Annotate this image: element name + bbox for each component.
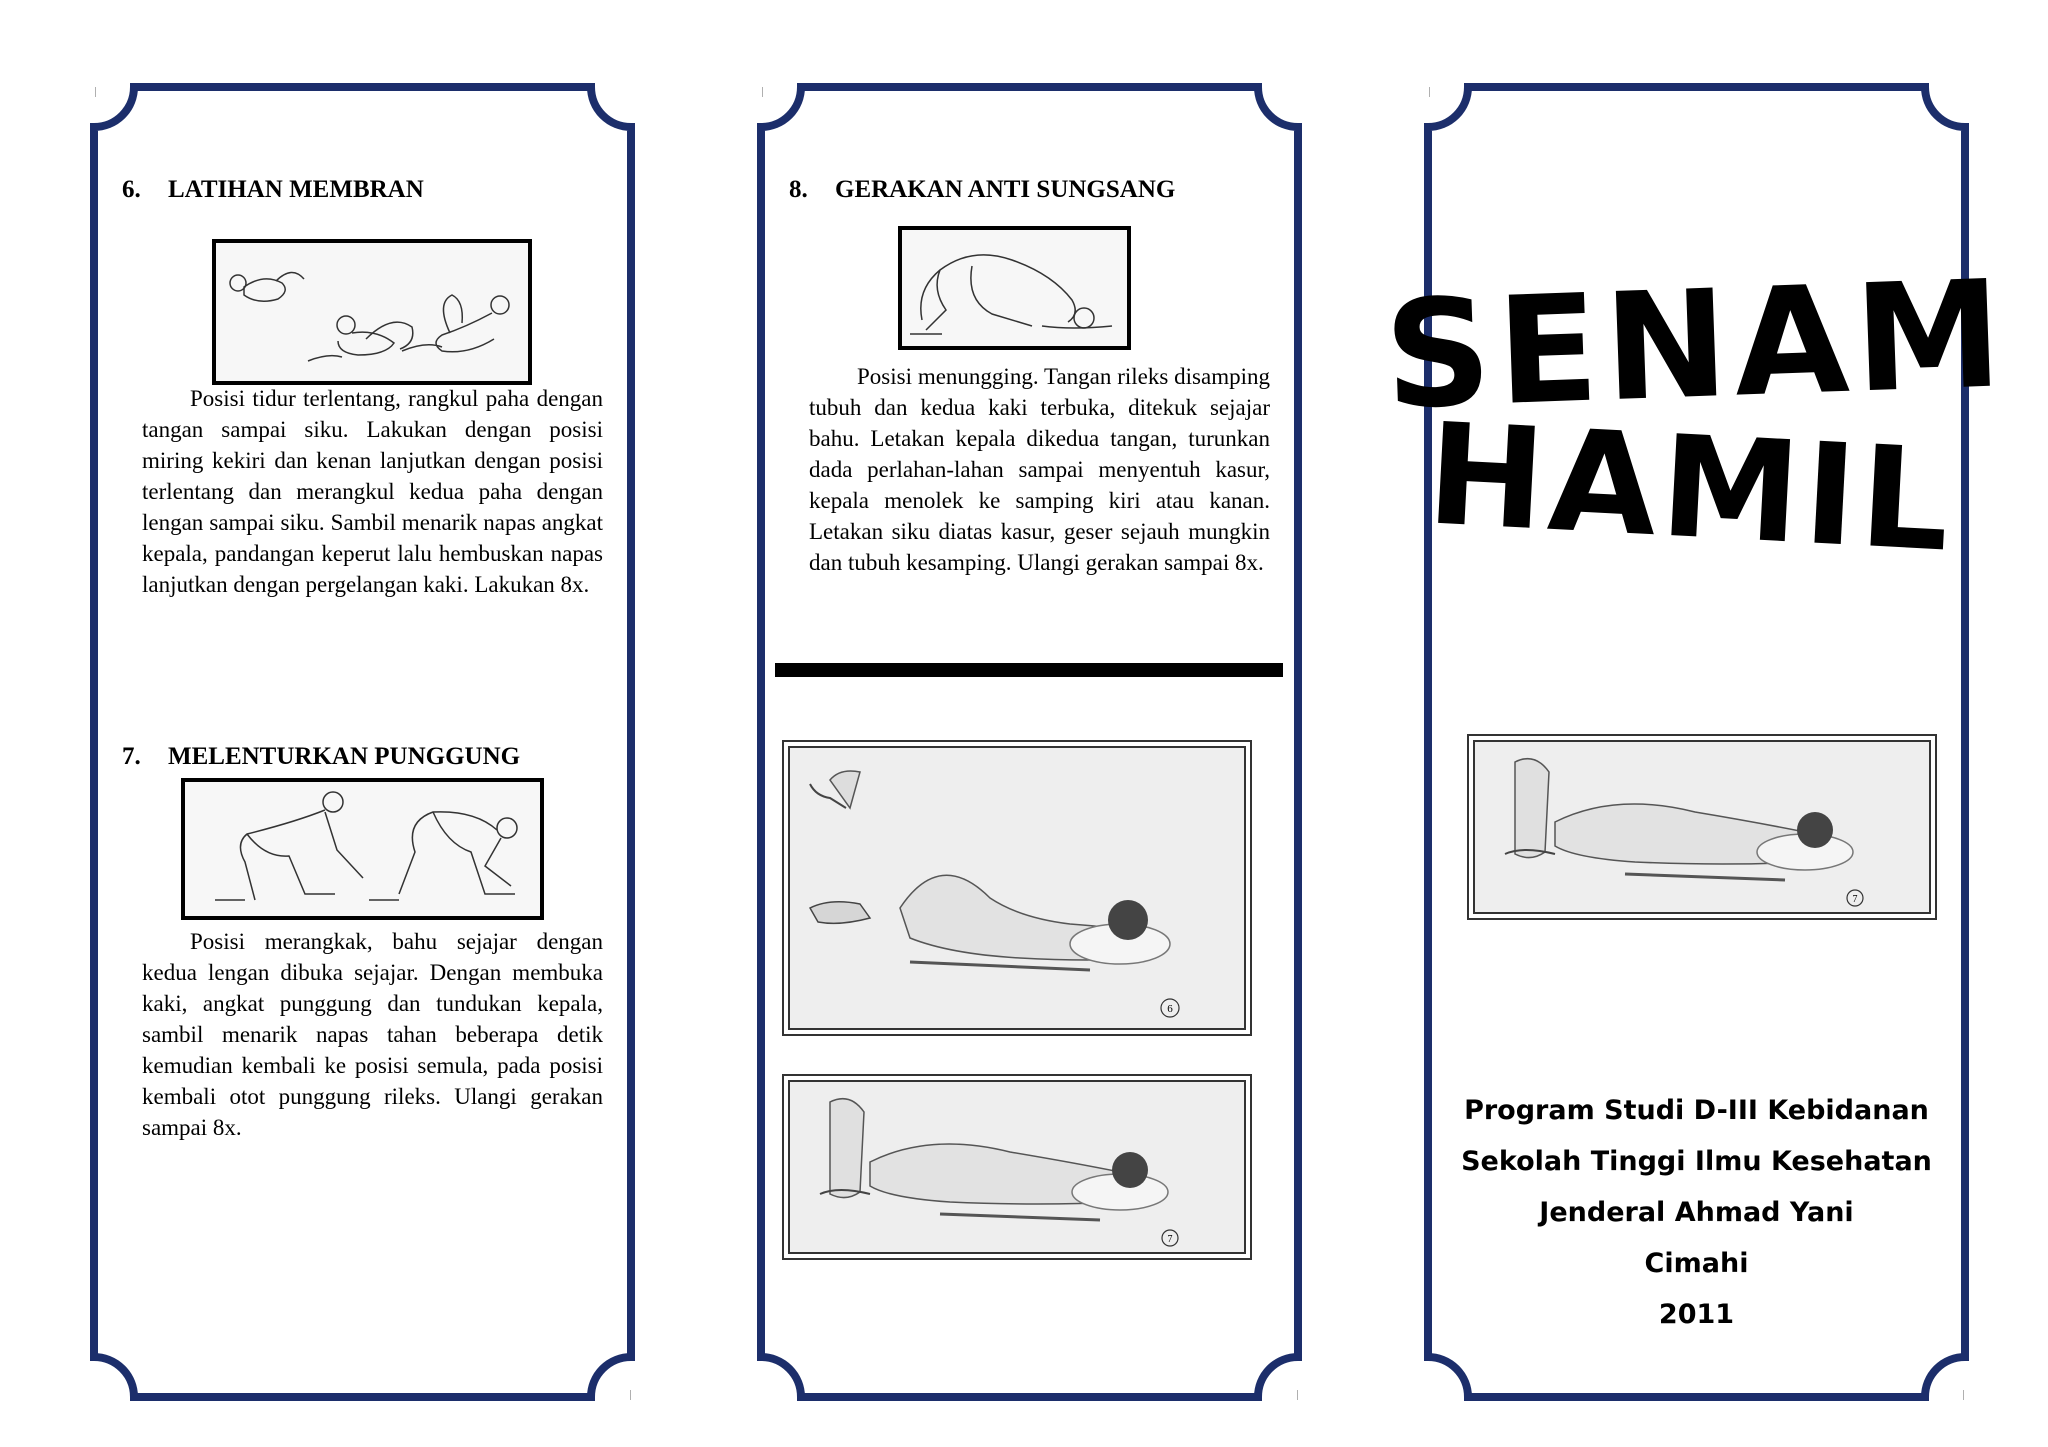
exercise-photo-7	[782, 1074, 1252, 1260]
melenturkan-punggung-illustration	[181, 778, 544, 920]
photo-number-label: 6	[1167, 1003, 1173, 1015]
photo-number-label: 7	[1852, 894, 1858, 905]
panel-middle	[757, 83, 1302, 1401]
credit-year: 2011	[1658, 1299, 1735, 1330]
illustration-figures	[216, 243, 528, 381]
credit-city: Cimahi	[1644, 1248, 1749, 1279]
illustration-figures	[185, 782, 540, 916]
photo-reclining-woman	[790, 1082, 1244, 1252]
photo-reclining-woman	[790, 748, 1244, 1028]
section-7-body: Posisi merangkak, bahu sejajar dengan kedua lengan dibuka sejajar. Dengan membuka kaki, angkat punggung dan tundukan kepala, sambil menarik napas tahan beberapa detik kemudian kembali ke posisi semula, pada posisi kembali otot punggung rileks. Ulangi gerakan sampai 8x.	[142, 929, 603, 1140]
gerakan-anti-sungsang-illustration	[898, 226, 1131, 350]
latihan-membran-illustration	[212, 239, 532, 385]
section-title: LATIHAN MEMBRAN	[168, 176, 424, 203]
illustration-figures	[902, 230, 1127, 346]
title-line-1: SENAM	[1381, 248, 2011, 442]
institution-credits	[1424, 1085, 1969, 1340]
photo-reclining-woman	[1475, 742, 1929, 912]
section-number: 8.	[789, 176, 808, 203]
panel-left	[90, 83, 635, 1401]
section-divider	[775, 663, 1283, 677]
exercise-photo-6	[782, 740, 1252, 1036]
section-8-heading	[789, 176, 1175, 204]
panel-right-cover	[1381, 83, 2011, 1401]
title-line-2: HAMIL	[1423, 393, 1958, 584]
photo-number-label: 7	[1167, 1234, 1173, 1245]
cover-photo	[1467, 734, 1937, 920]
section-8-body: Posisi menungging. Tangan rileks disamping tubuh dan kedua kaki terbuka, ditekuk sejajar bahu. Letakan kepala dikedua tangan, turunkan dada perlahan-lahan sampai menyentuh kasur, kepala menolek ke samping kiri atau kanan. Letakan siku diatas kasur, geser sejauh mungkin dan tubuh kesamping. Ulangi gerakan sampai 8x.	[809, 364, 1270, 575]
section-6-heading	[122, 176, 424, 204]
cover-title	[1381, 248, 2011, 584]
credit-program: Program Studi D-III Kebidanan	[1464, 1095, 1929, 1126]
section-title: GERAKAN ANTI SUNGSANG	[835, 176, 1176, 203]
section-title: MELENTURKAN PUNGGUNG	[168, 743, 521, 770]
section-6-body: Posisi tidur terlentang, rangkul paha dengan tangan sampai siku. Lakukan dengan posisi miring kekiri dan kenan lanjutkan dengan posisi terlentang dan merangkul kedua paha dengan lengan sampai siku. Sambil menarik napas angkat kepala, pandangan keperut lalu hembuskan napas lanjutkan dengan pergelangan kaki. Lakukan 8x.	[142, 386, 603, 597]
section-7-heading	[122, 743, 520, 771]
credit-institution: Jenderal Ahmad Yani	[1539, 1197, 1854, 1228]
credit-school: Sekolah Tinggi Ilmu Kesehatan	[1461, 1146, 1932, 1177]
section-number: 7.	[122, 743, 141, 770]
section-number: 6.	[122, 176, 141, 203]
